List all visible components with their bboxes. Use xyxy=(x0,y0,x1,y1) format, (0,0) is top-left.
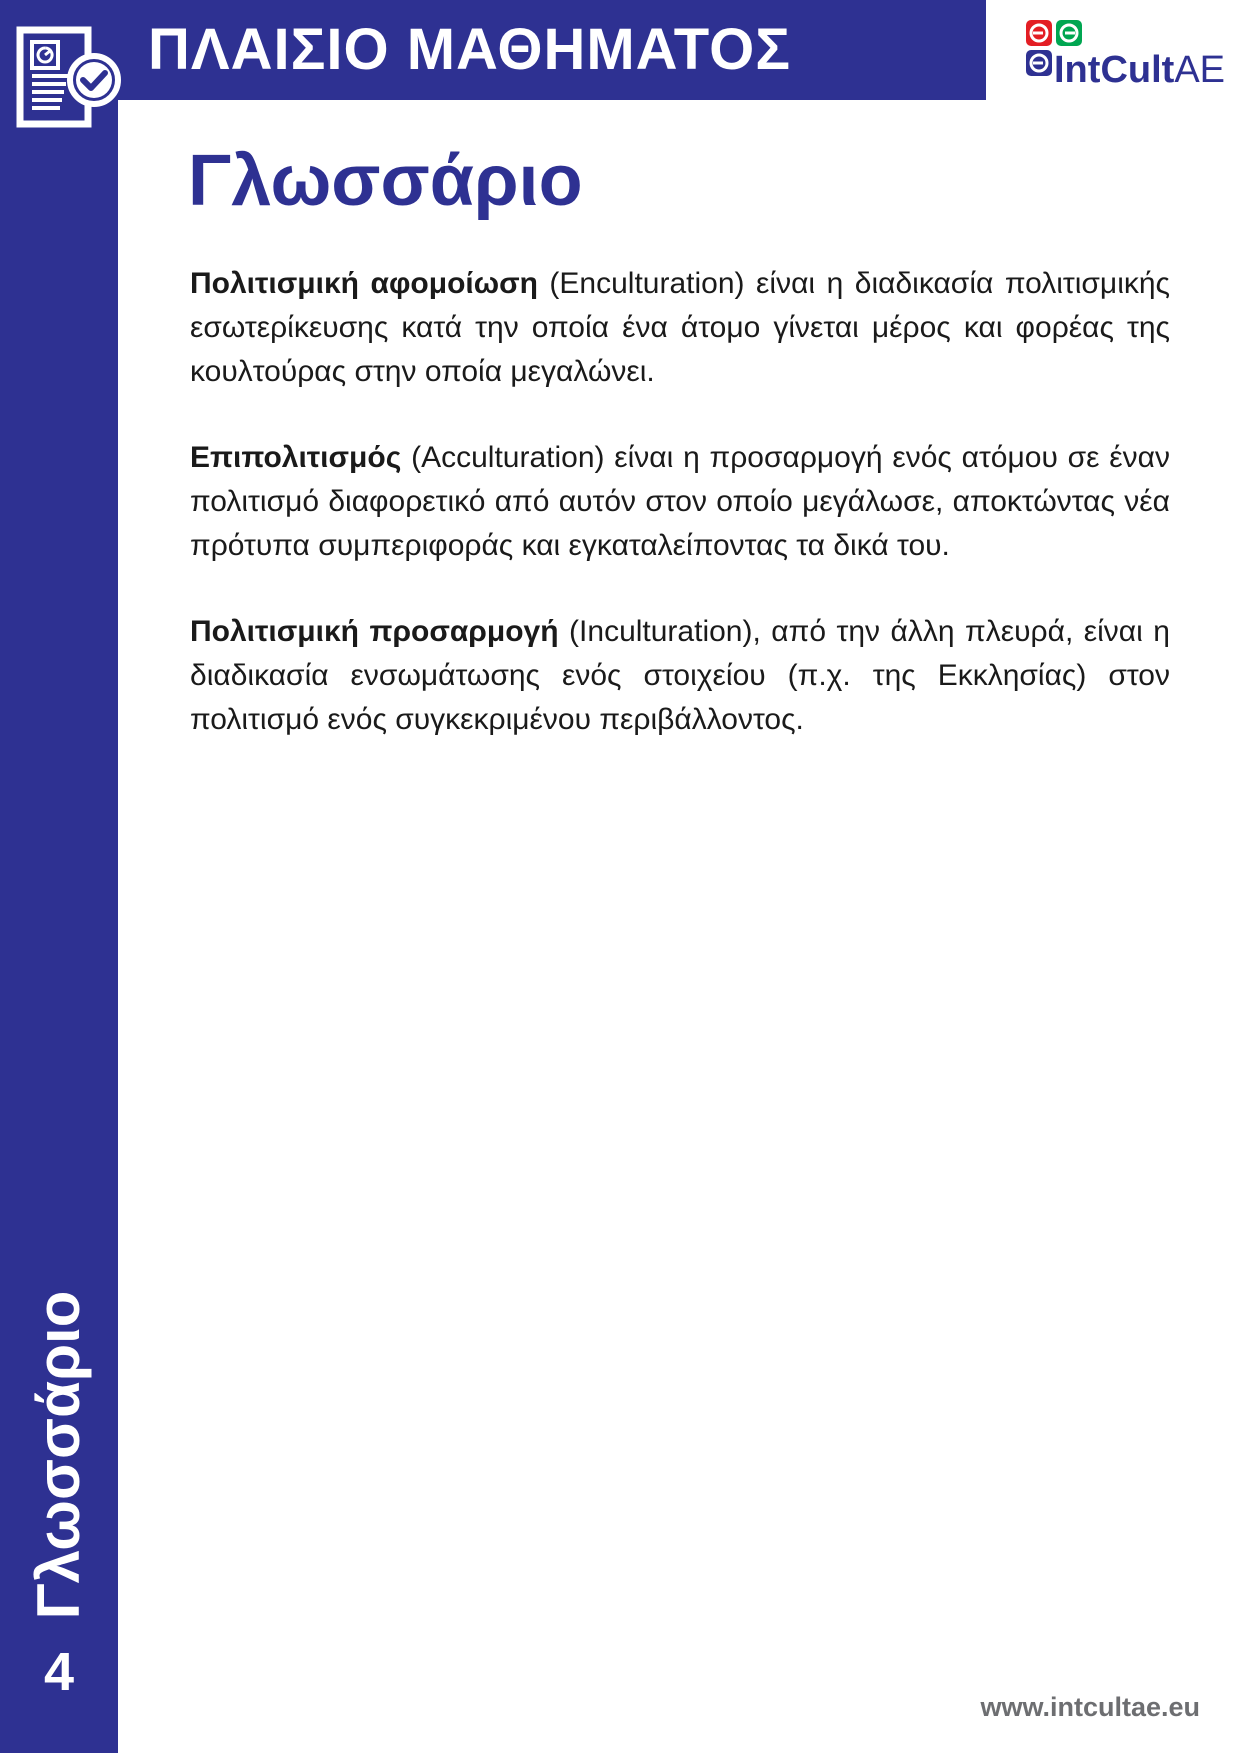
page-title: Γλωσσάριο xyxy=(188,141,583,221)
glossary-entry xyxy=(190,610,1170,742)
intcultae-logo xyxy=(1024,18,1226,91)
glossary-content xyxy=(190,262,1170,784)
glossary-entry xyxy=(190,436,1170,568)
glossary-term: Επιπολιτισμός xyxy=(190,441,402,474)
header-title: ΠΛΑΙΣΙΟ ΜΑΘΗΜΑΤΟΣ xyxy=(148,17,792,82)
page-number: 4 xyxy=(43,1642,75,1702)
glossary-definition: (Acculturation) είναι η προσαρμογή ενός ατόμου σε έναν πολιτισμό διαφορετικό από αυτόν στον οποίο μεγάλωσε, αποκτώντας νέα πρότυπα συμπεριφοράς και εγκαταλείποντας τα δικά του. xyxy=(190,441,1170,562)
glossary-definition: (Enculturation) είναι η διαδικασία πολιτισμικής εσωτερίκευσης κατά την οποία ένα άτομο γίνεται μέρος και φορέας της κουλτούρας στην οποία μεγαλώνει. xyxy=(190,267,1171,388)
logo-ae: AE xyxy=(1174,49,1226,91)
logo-cult: Cult xyxy=(1100,49,1175,91)
logo-int: Int xyxy=(1054,49,1101,91)
glossary-term: Πολιτισμική αφομοίωση xyxy=(190,267,538,300)
side-section-label: Γλωσσάριο xyxy=(25,1290,92,1620)
logo-wordmark xyxy=(1054,48,1225,92)
glossary-term: Πολιτισμική προσαρμογή xyxy=(190,615,559,648)
document-check-icon xyxy=(16,26,124,132)
glossary-definition: (Inculturation), από την άλλη πλευρά, είναι η διαδικασία ενσωμάτωσης ενός στοιχείου (π.χ. της Εκκλησίας) στον πολιτισμό ενός συγκεκριμένου περιβάλλοντος. xyxy=(190,615,1170,736)
glossary-entry xyxy=(190,262,1170,394)
footer-url: www.intcultae.eu xyxy=(980,1692,1200,1722)
